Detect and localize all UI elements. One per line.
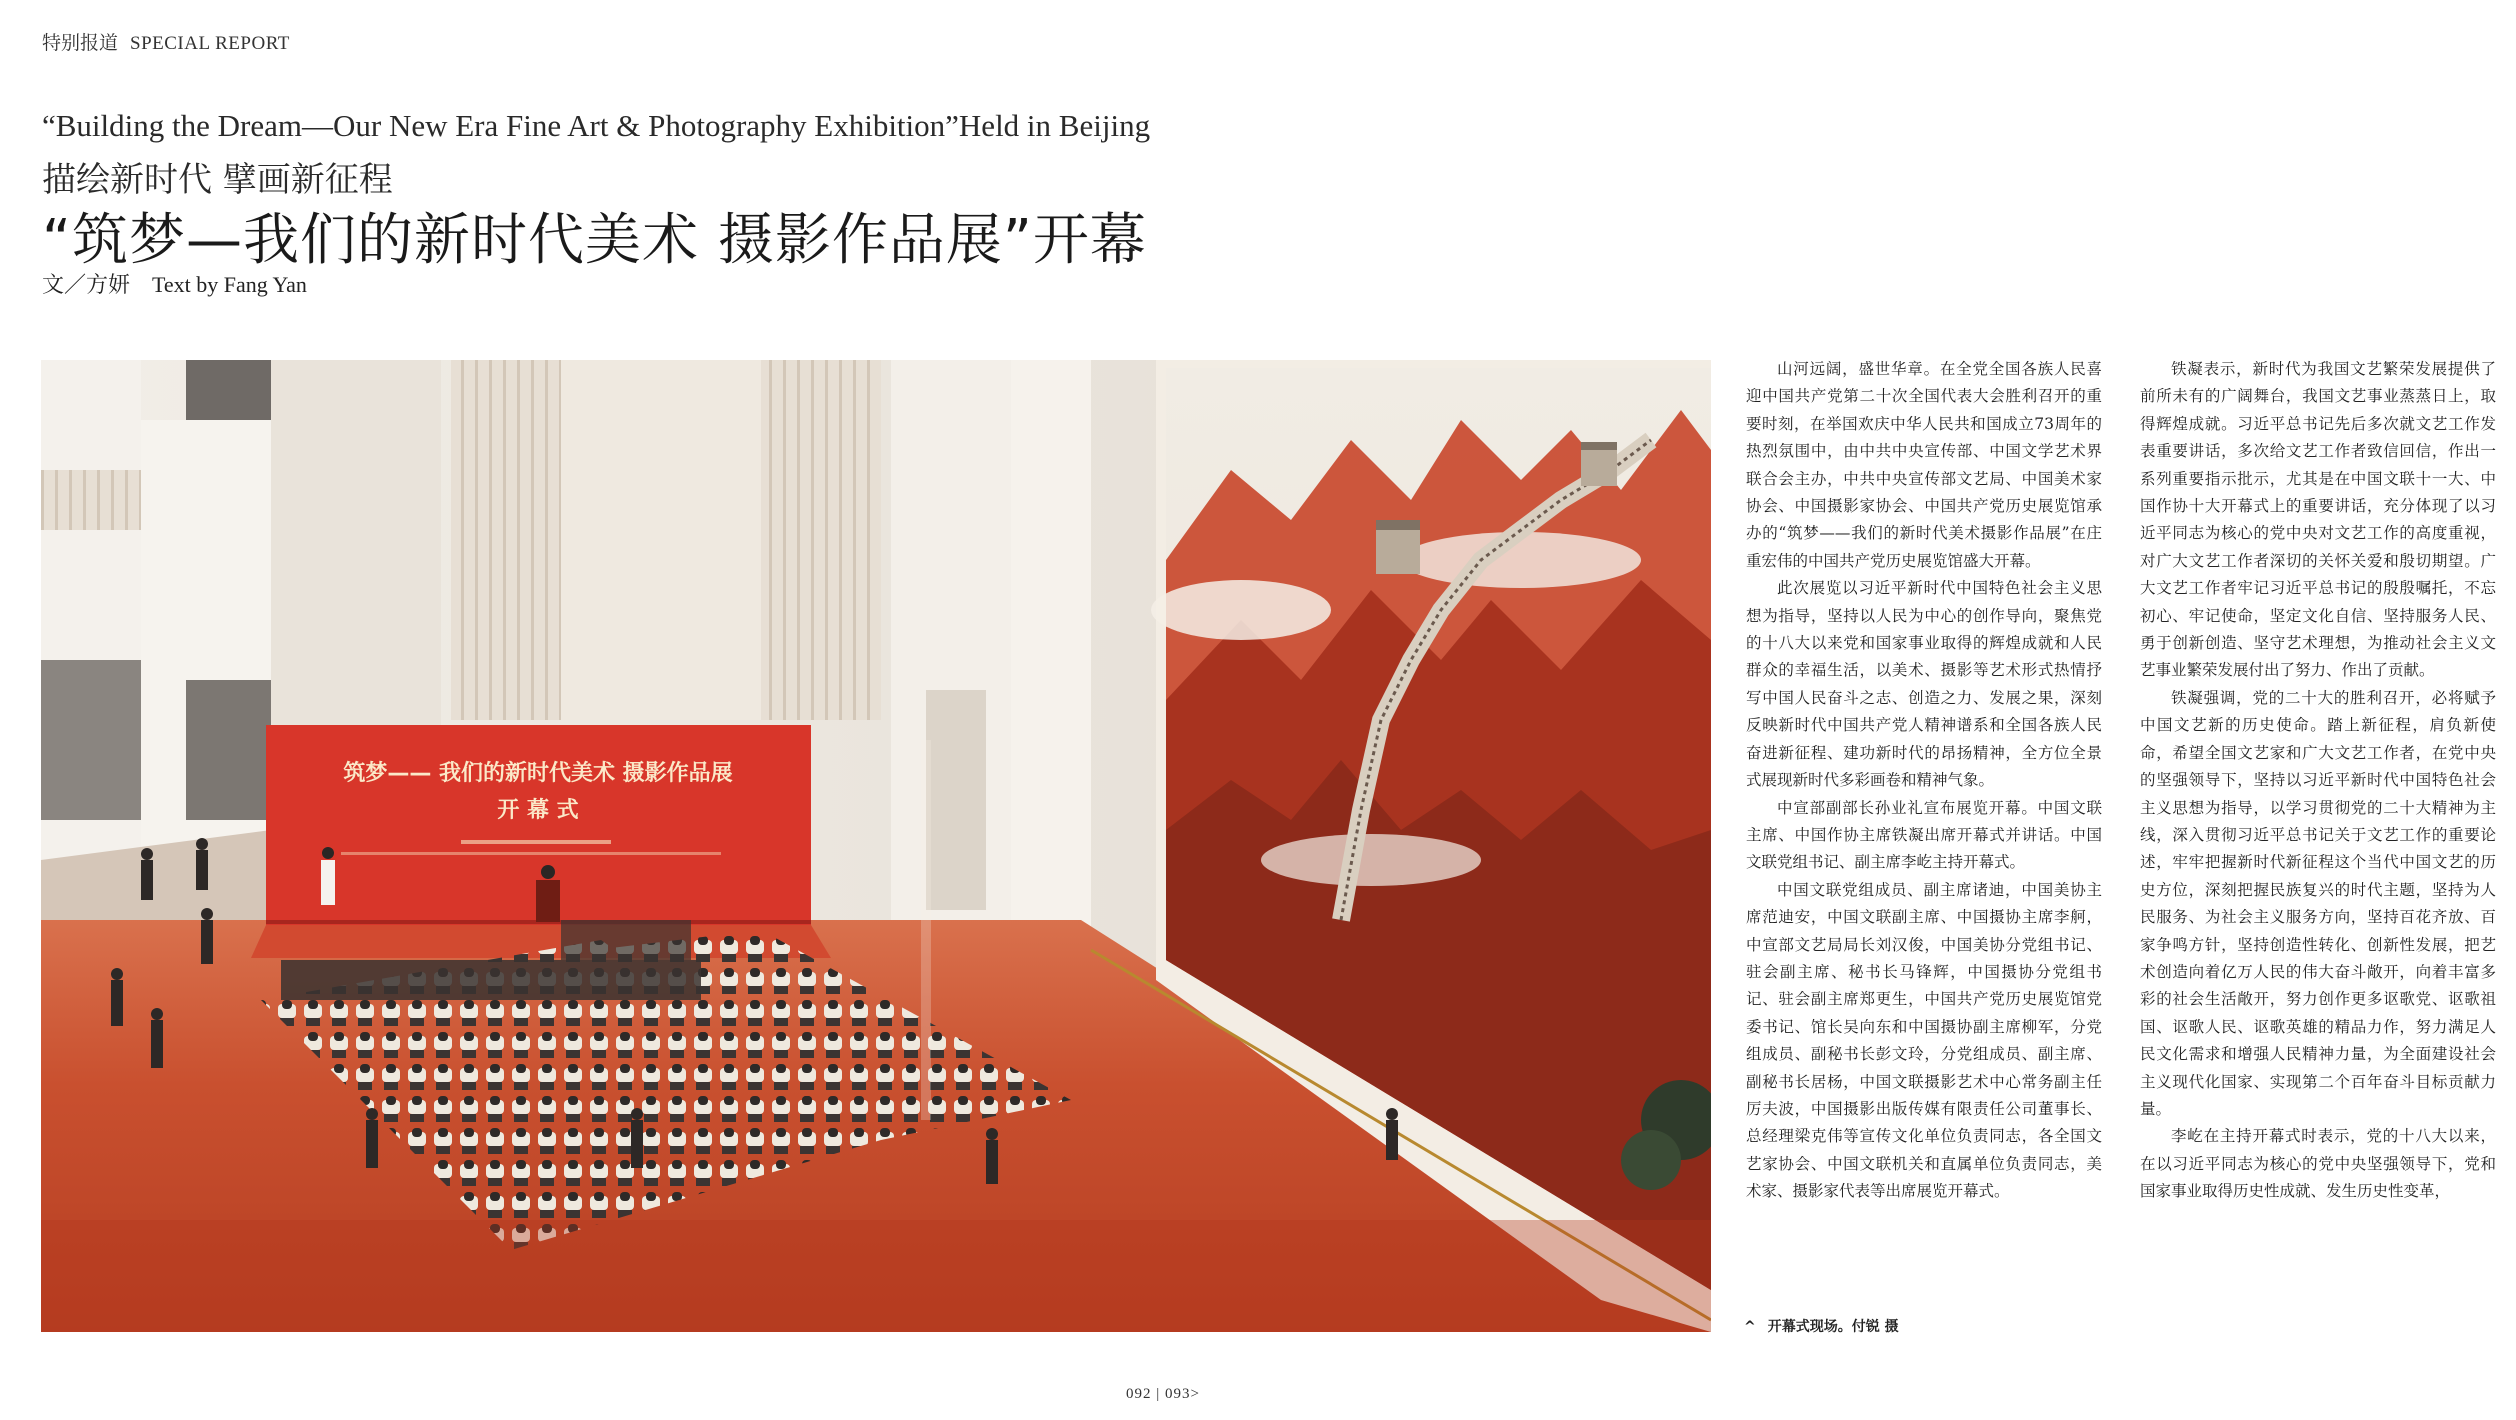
body-column-2 [2140,356,2496,1206]
body-column-1 [1746,356,2102,1206]
photo-caption [1744,1316,1899,1336]
article-title-english: “Building the Dream—Our New Era Fine Art & Photography Exhibition”Held in Beijing [42,108,1151,143]
banner-line-1: 筑梦—— 我们的新时代美术 摄影作品展 [343,761,733,786]
banner-line-2: 开 幕 式 [497,798,579,823]
byline-en: Text by Fang Yan [152,272,307,297]
page-number-left: 092 [1126,1386,1152,1402]
paragraph: 铁凝强调，党的二十大的胜利召开，必将赋予中国文艺新的历史使命。踏上新征程，肩负新使命，希望全国文艺家和广大文艺工作者，在党中央的坚强领导下，坚持以习近平新时代中国特色社会主义思想为指导，以学习贯彻党的二十大精神为主线，深入贯彻习近平总书记关于文艺工作的重要论述，牢牢把握新时代新征程这个当代中国文艺的历史方位，深刻把握民族复兴的时代主题，坚持为人民服务、为社会主义服务方向，坚持百花齐放、百家争鸣方针，坚持创造性转化、创新性发展，把艺术创造向着亿万人民的伟大奋斗敞开，向着丰富多彩的社会生活敞开，努力创作更多讴歌党、讴歌祖国、讴歌人民、讴歌英雄的精品力作，努力满足人民文化需求和增强人民精神力量，为全面建设社会主义现代化国家、实现第二个百年奋斗目标贡献力量。 [2140,688,2496,1118]
paragraph: 此次展览以习近平新时代中国特色社会主义思想为指导，坚持以人民为中心的创作导向，聚焦党的十八大以来党和国家事业取得的辉煌成就和人民群众的幸福生活，以美术、摄影等艺术形式热情抒写中国人民奋斗之志、创造之力、发展之果，深刻反映新时代中国共产党人精神谱系和全国各族人民奋进新征程、建功新时代的昂扬精神，全方位全景式展现新时代多彩画卷和精神气象。 [1746,579,2102,790]
caret-up-icon: ^ [1744,1319,1756,1335]
section-label [42,28,290,55]
article-subtitle: 描绘新时代 擘画新征程 [42,160,393,200]
exhibition-photo [41,360,1711,1332]
paragraph: 山河远阔，盛世华章。在全党全国各族人民喜迎中国共产党第二十次全国代表大会胜利召开的重要时刻，在举国欢庆中华人民共和国成立73周年的热烈氛围中，由中共中央宣传部、中国文学艺术界联合会主办，中共中央宣传部文艺局、中国美术家协会、中国摄影家协会、中国共产党历史展览馆承办的“筑梦——我们的新时代美术摄影作品展”在庄重宏伟的中国共产党历史展览馆盛大开幕。 [1746,360,2102,570]
photo-caption-text: 开幕式现场。付锐 摄 [1767,1319,1899,1335]
byline-cn: 文／方妍 [42,273,131,298]
page-number-right: 093> [1165,1386,1200,1402]
byline [42,268,307,299]
section-label-cn: 特别报道 [42,32,119,54]
paragraph: 李屹在主持开幕式时表示，党的十八大以来，在以习近平同志为核心的党中央坚强领导下，党和国家事业取得历史性成就、发生历史性变革， [2140,1127,2496,1201]
section-label-en: SPECIAL REPORT [130,33,290,54]
paragraph: 中宣部副部长孙业礼宣布展览开幕。中国文联主席、中国作协主席铁凝出席开幕式并讲话。中国文联党组书记、副主席李屹主持开幕式。 [1746,798,2102,872]
exhibition-photo-illustration [41,360,1711,1332]
paragraph: 中国文联党组成员、副主席诸迪，中国美协主席范迪安，中国文联副主席、中国摄协主席李舸，中宣部文艺局局长刘汉俊，中国美协分党组书记、驻会副主席、秘书长马锋辉，中国摄协分党组书记、驻会副主席郑更生，中国共产党历史展览馆党委书记、馆长吴向东和中国摄协副主席柳军，分党组成员、副秘书长彭文玲，分党组成员、副主席、副秘书长居杨，中国文联摄影艺术中心常务副主任厉夫波，中国摄影出版传媒有限责任公司董事长、总经理梁克伟等宣传文化单位负责同志，各全国文艺家协会、中国文联机关和直属单位负责同志，美术家、摄影家代表等出席展览开幕式。 [1746,880,2102,1201]
page-numbers: 092 | 093> [1126,1386,1200,1402]
paragraph: 铁凝表示，新时代为我国文艺繁荣发展提供了前所未有的广阔舞台，我国文艺事业蒸蒸日上，取得辉煌成就。习近平总书记先后多次就文艺工作发表重要讲话，多次给文艺工作者致信回信，作出一系列重要指示批示，尤其是在中国文联十一大、中国作协十大开幕式上的重要讲话，充分体现了以习近平同志为核心的党中央对文艺工作的高度重视，对广大文艺工作者深切的关怀关爱和殷切期望。广大文艺工作者牢记习近平总书记的殷殷嘱托，不忘初心、牢记使命，坚定文化自信、坚持服务人民、勇于创新创造、坚守艺术理想，为推动社会主义文艺事业繁荣发展付出了努力、作出了贡献。 [2140,360,2496,680]
article-title: “筑梦—我们的新时代美术 摄影作品展”开幕 [42,208,1147,273]
